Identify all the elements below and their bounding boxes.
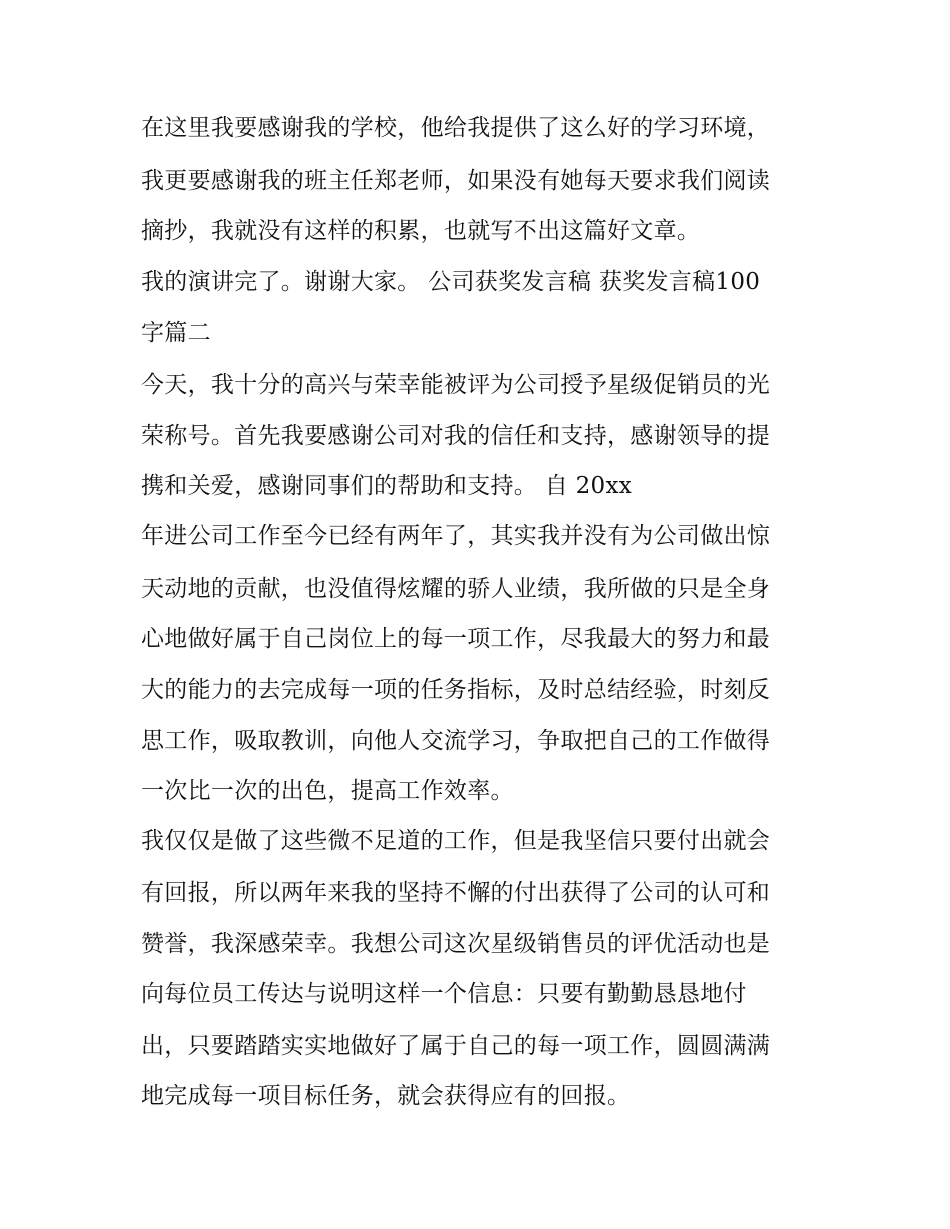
text-line: 今天，我十分的高兴与荣幸能被评为公司授予星级促销员的光: [141, 372, 771, 398]
text-line: 携和关爱，感谢同事们的帮助和支持。 自 20xx: [141, 473, 633, 499]
text-line: 思工作，吸取教训，向他人交流学习，争取把自己的工作做得: [141, 728, 771, 754]
text-line: 心地做好属于自己岗位上的每一项工作，尽我最大的努力和最: [141, 626, 771, 652]
text-line: 摘抄，我就没有这样的积累，也就写不出这篇好文章。: [141, 218, 701, 244]
text-line: 赞誉，我深感荣幸。我想公司这次星级销售员的评优活动也是: [141, 931, 771, 957]
text-line: 年进公司工作至今已经有两年了，其实我并没有为公司做出惊: [141, 523, 771, 549]
text-line: 向每位员工传达与说明这样一个信息：只要有勤勤恳恳地付: [141, 981, 747, 1007]
text-line: 有回报，所以两年来我的坚持不懈的付出获得了公司的认可和: [141, 880, 771, 906]
text-line: 出，只要踏踏实实地做好了属于自己的每一项工作，圆圆满满: [141, 1033, 771, 1059]
text-line: 字篇二: [141, 320, 211, 346]
text-line: 我更要感谢我的班主任郑老师，如果没有她每天要求我们阅读: [141, 168, 771, 194]
text-line: 我的演讲完了。谢谢大家。 公司获奖发言稿 获奖发言稿100: [141, 269, 761, 295]
text-line: 我仅仅是做了这些微不足道的工作，但是我坚信只要付出就会: [141, 828, 771, 854]
text-line: 荣称号。首先我要感谢公司对我的信任和支持，感谢领导的提: [141, 423, 771, 449]
text-line: 地完成每一项目标任务，就会获得应有的回报。: [141, 1083, 631, 1109]
text-line: 在这里我要感谢我的学校，他给我提供了这么好的学习环境，: [141, 115, 771, 141]
text-line: 大的能力的去完成每一项的任务指标，及时总结经验，时刻反: [141, 677, 771, 703]
text-line: 天动地的贡献，也没值得炫耀的骄人业绩，我所做的只是全身: [141, 576, 771, 602]
text-line: 一次比一次的出色，提高工作效率。: [141, 778, 514, 804]
